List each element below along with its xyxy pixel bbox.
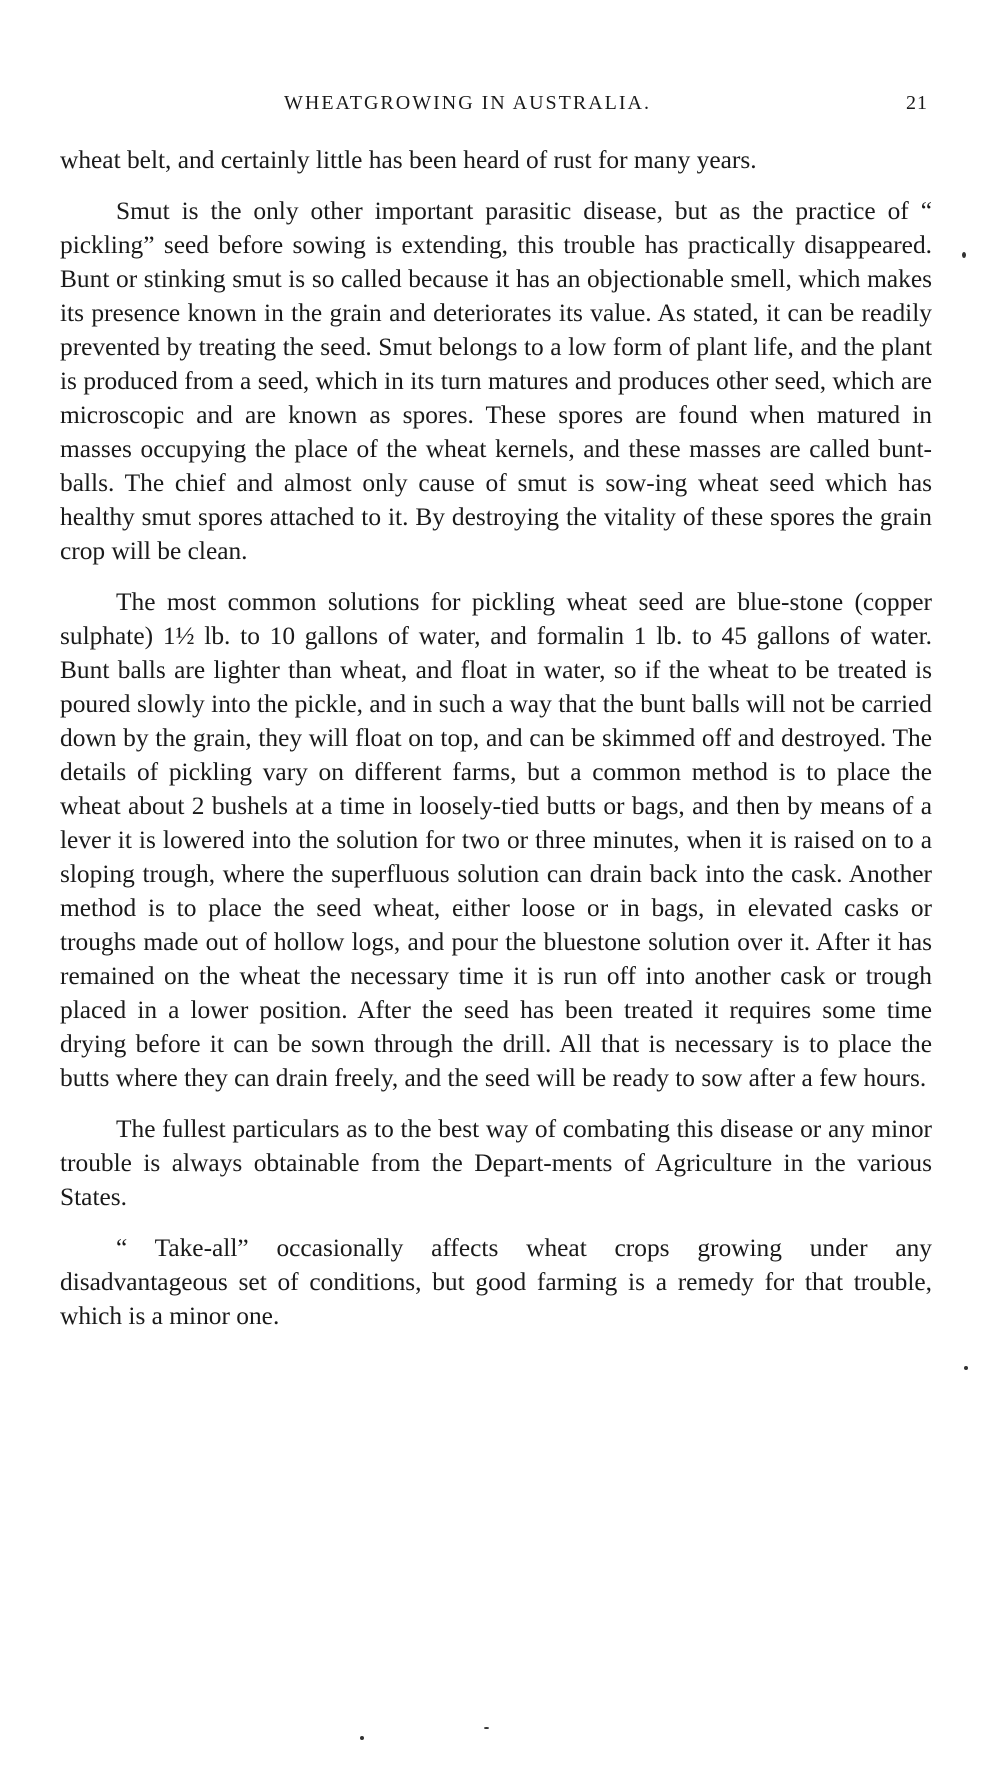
paragraph-departments: The fullest particulars as to the best way of combating this disease or any minor trouble is always obtainable from the Depart-ments of Agriculture in the various States. (60, 1115, 932, 1211)
ink-speck (964, 1366, 968, 1370)
running-head (0, 92, 1000, 122)
paragraph-pickling-solutions: The most common solutions for pickling wheat seed are blue-stone (copper sulphate) 1½ lb. to 10 gallons of water, and formalin 1 lb. to 45 gallons of water. Bunt balls are lighter than wheat, and float in water, so if the wheat to be treated is poured slowly into the pickle, and in such a way that the bunt balls will not be carried down by the grain, they will float on top, and can be skimmed off and destroyed. The details of pickling vary on different farms, but a common method is to place the wheat about 2 bushels at a time in loosely-tied butts or bags, and then by means of a lever it is lowered into the solution for two or three minutes, when it is raised on to a sloping trough, where the superfluous solution can drain back into the cask. Another method is to place the seed wheat, either loose or in bags, in elevated casks or troughs made out of hollow logs, and pour the bluestone solution over it. After it has remained on the wheat the necessary time it is run off into another cask or trough placed in a lower position. After the seed has been treated it requires some time drying before it can be sown through the drill. All that is necessary is to place the butts where they can drain freely, and the seed will be ready to sow after a few hours. (60, 588, 932, 1092)
running-title: WHEATGROWING IN AUSTRALIA. (284, 92, 651, 114)
page-number: 21 (906, 92, 928, 114)
paragraph-smut: Smut is the only other important parasitic disease, but as the practice of “ pickling” seed before sowing is extending, this trouble has practically disappeared. Bunt or stinking smut is so called because it has an objectionable smell, which makes its presence known in the grain and deteriorates its value. As stated, it can be readily prevented by treating the seed. Smut belongs to a low form of plant life, and the plant is produced from a seed, which in its turn matures and produces other seed, which are microscopic and are known as spores. These spores are found when matured in masses occupying the place of the wheat kernels, and these masses are called bunt-balls. The chief and almost only cause of smut is sow-ing wheat seed which has healthy smut spores attached to it. By destroying the vitality of these spores the grain crop will be clean. (60, 197, 932, 565)
paragraph-take-all: “ Take-all” occasionally affects wheat crops growing under any disadvantageous set of conditions, but good farming is a remedy for that trouble, which is a minor one. (60, 1234, 932, 1330)
body-text (60, 143, 932, 1333)
ink-speck (360, 1736, 364, 1740)
ink-speck (962, 252, 966, 258)
ink-speck (484, 1727, 489, 1729)
paragraph-rust-continuation: wheat belt, and certainly little has been heard of rust for many years. (60, 146, 757, 174)
